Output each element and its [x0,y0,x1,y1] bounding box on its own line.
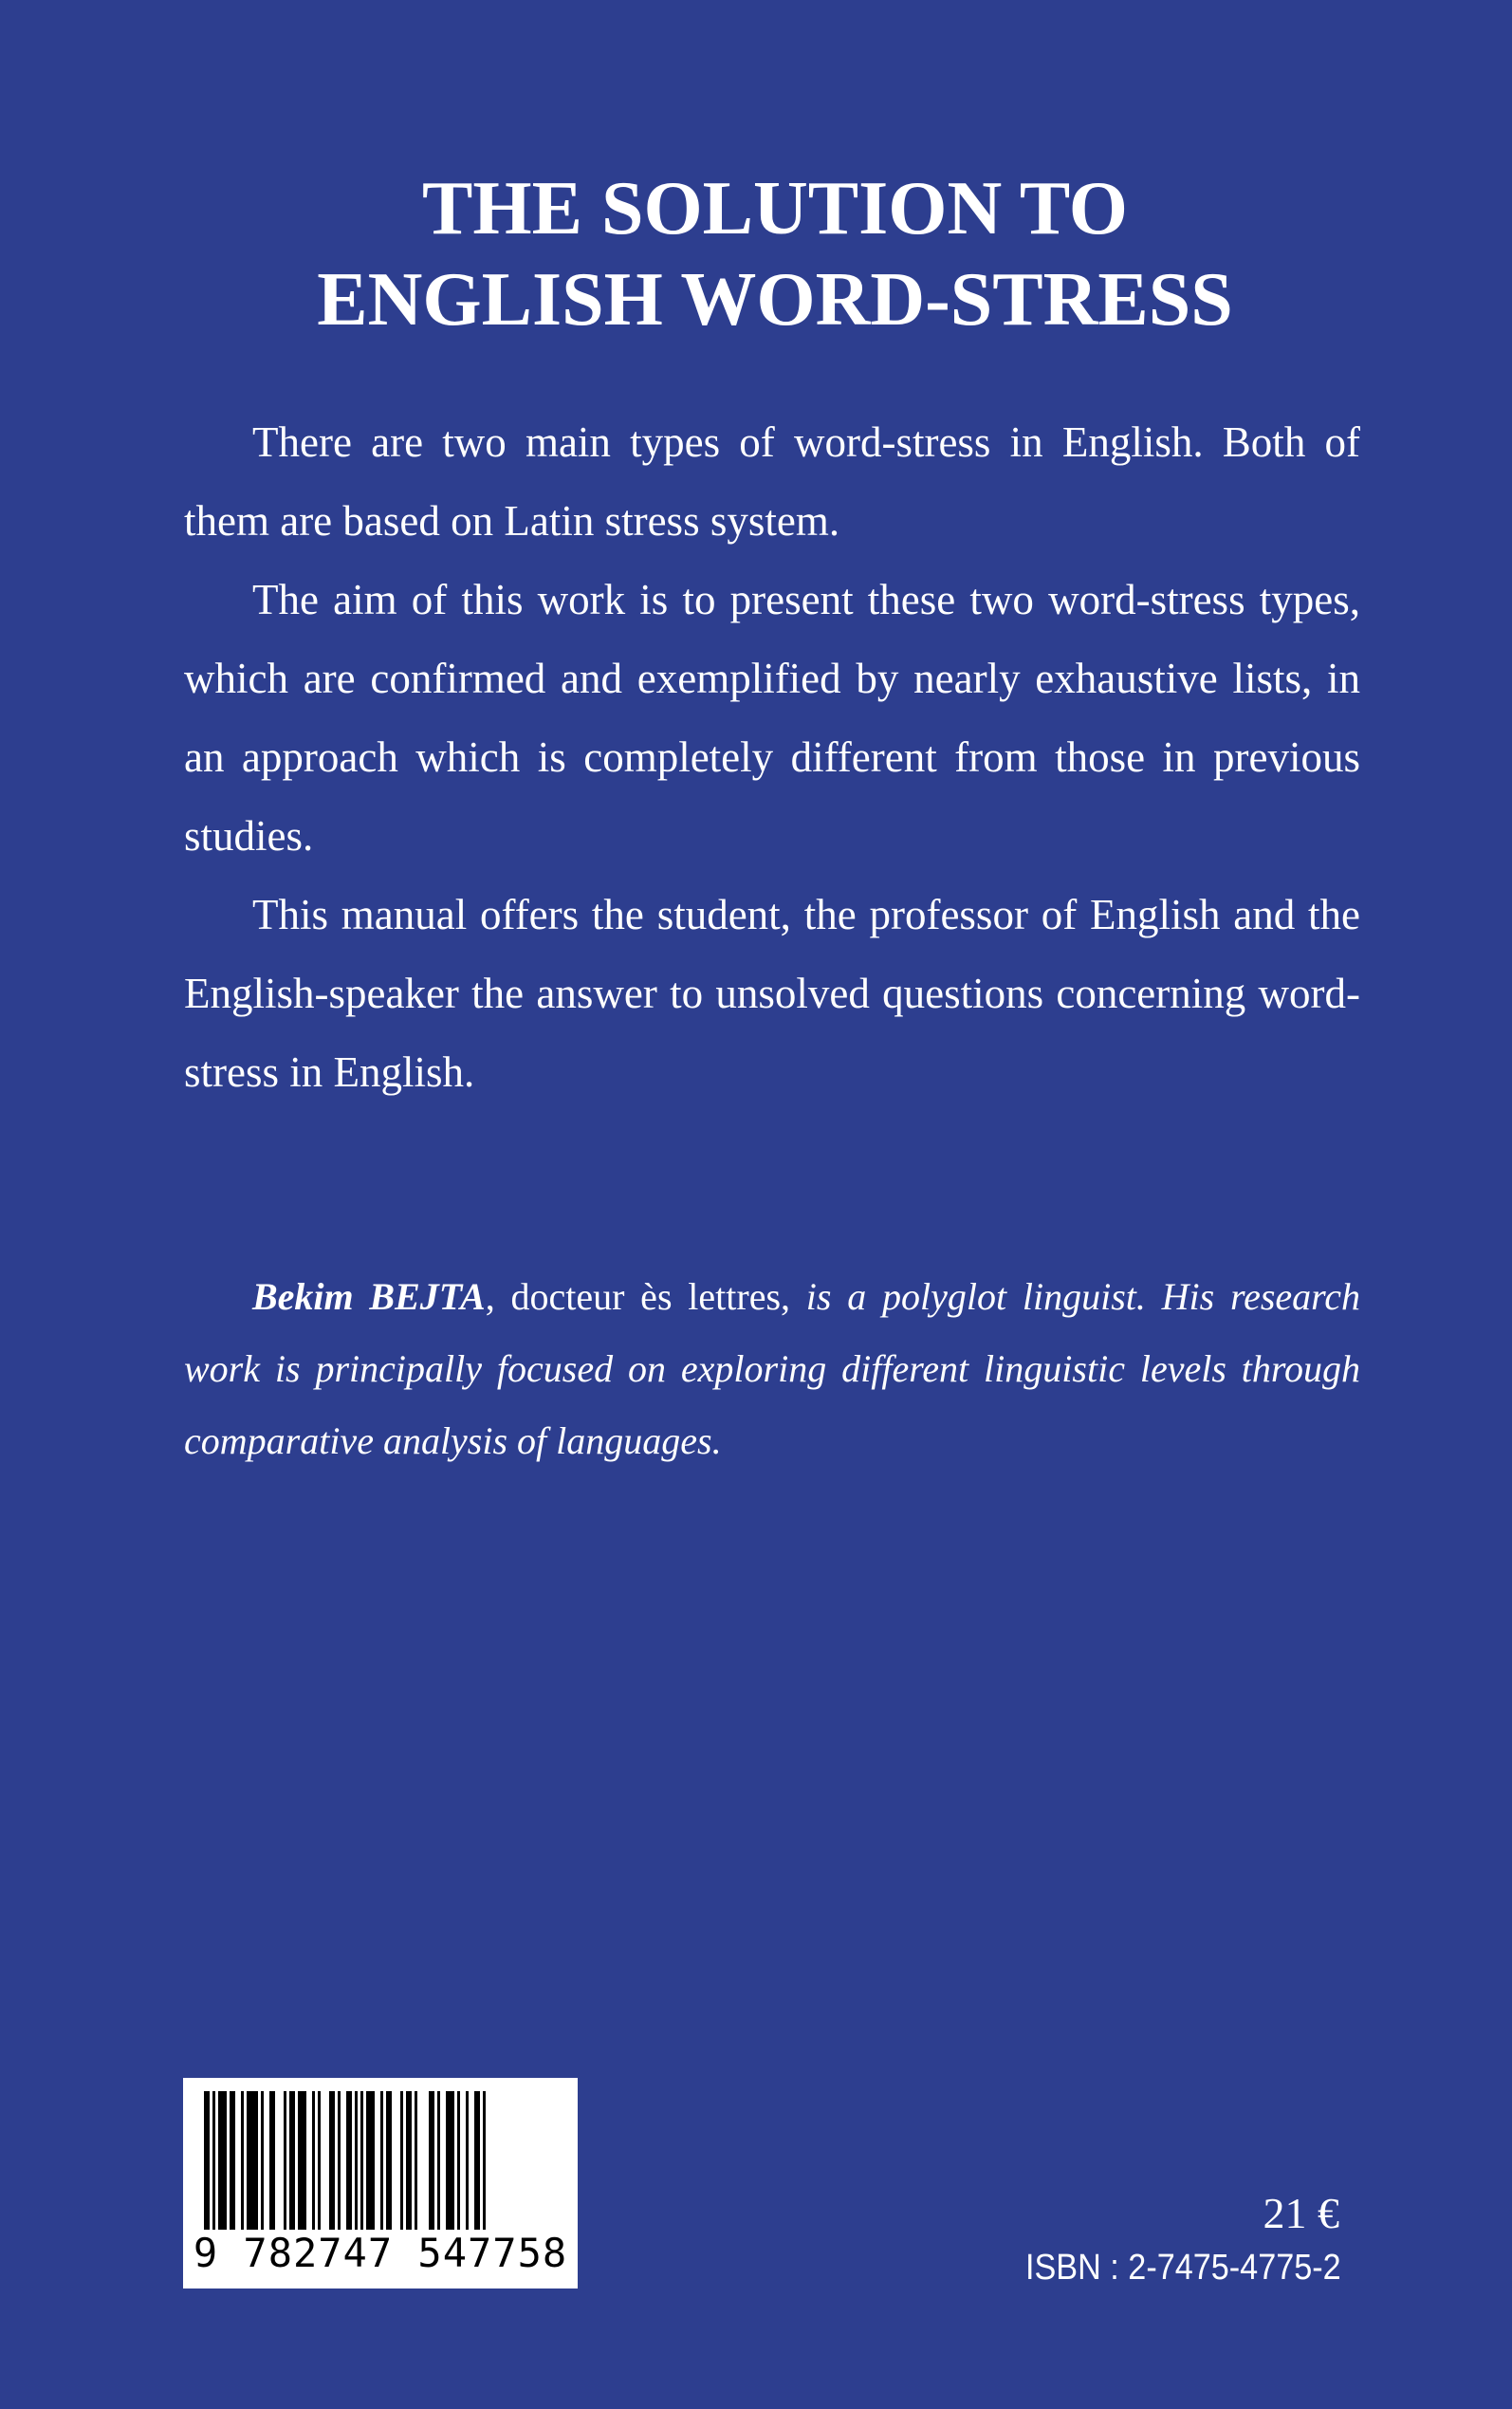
barcode-bar [415,2091,417,2230]
barcode-bar [218,2091,227,2230]
barcode-bar [329,2091,335,2230]
author-degree: , docteur ès lettres, [485,1275,806,1318]
barcode-bar [338,2091,341,2230]
barcode-bar [289,2091,295,2230]
barcode-bars [202,2091,559,2233]
barcode-bar [474,2091,480,2230]
barcode-bar [466,2091,469,2230]
barcode-bar [298,2091,306,2230]
book-title-line-2: ENGLISH WORD-STRESS [317,257,1233,342]
barcode-bar [261,2091,264,2230]
barcode-bar [446,2091,454,2230]
author-bio-text: is a polyglot linguist. His research work is principally focused on exploring different linguistic levels through comparative analysis of languages. [184,1275,1360,1462]
barcode-bar [230,2091,235,2230]
barcode-bar [269,2091,275,2230]
barcode-bar [312,2091,315,2230]
barcode-digits: 9 782747 547758 [193,2230,568,2276]
description-paragraph-2: The aim of this work is to present these two word-stress types, which are confirmed and exemplified by nearly exhaustive lists, in an approach which is completely different from those in previous studies. [184,576,1360,860]
barcode-bar [346,2091,352,2230]
barcode [183,2078,578,2289]
price: 21 € [1263,2189,1339,2237]
barcode-bar [360,2091,363,2230]
barcode-bar [400,2091,403,2230]
barcode-bar [366,2091,375,2230]
barcode-bar [437,2091,440,2230]
barcode-bar [483,2091,486,2230]
barcode-bar [380,2091,383,2230]
author-bio-paragraph [184,1261,1360,1477]
barcode-bar [406,2091,412,2230]
author-name: Bekim BEJTA [252,1275,486,1318]
book-title-line-1: THE SOLUTION TO [422,166,1128,250]
barcode-bar [247,2091,258,2230]
author-bio [184,1261,1360,1477]
barcode-bar [457,2091,460,2230]
barcode-bar [212,2091,215,2230]
barcode-bar [429,2091,434,2230]
barcode-bar [355,2091,358,2230]
book-description [184,403,1360,1112]
barcode-bar [241,2091,244,2230]
description-paragraph-1: There are two main types of word-stress in English. Both of them are based on Latin stress system. [184,418,1360,545]
description-paragraph-3: This manual offers the student, the professor of English and the English-speaker the answer to unsolved questions concerning word-stress in English. [184,891,1360,1096]
barcode-bar [284,2091,286,2230]
isbn: ISBN : 2-7475-4775-2 [1025,2248,1341,2288]
barcode-bar [318,2091,321,2230]
book-title [0,163,1512,345]
barcode-bar [386,2091,392,2230]
barcode-bar [204,2091,210,2230]
